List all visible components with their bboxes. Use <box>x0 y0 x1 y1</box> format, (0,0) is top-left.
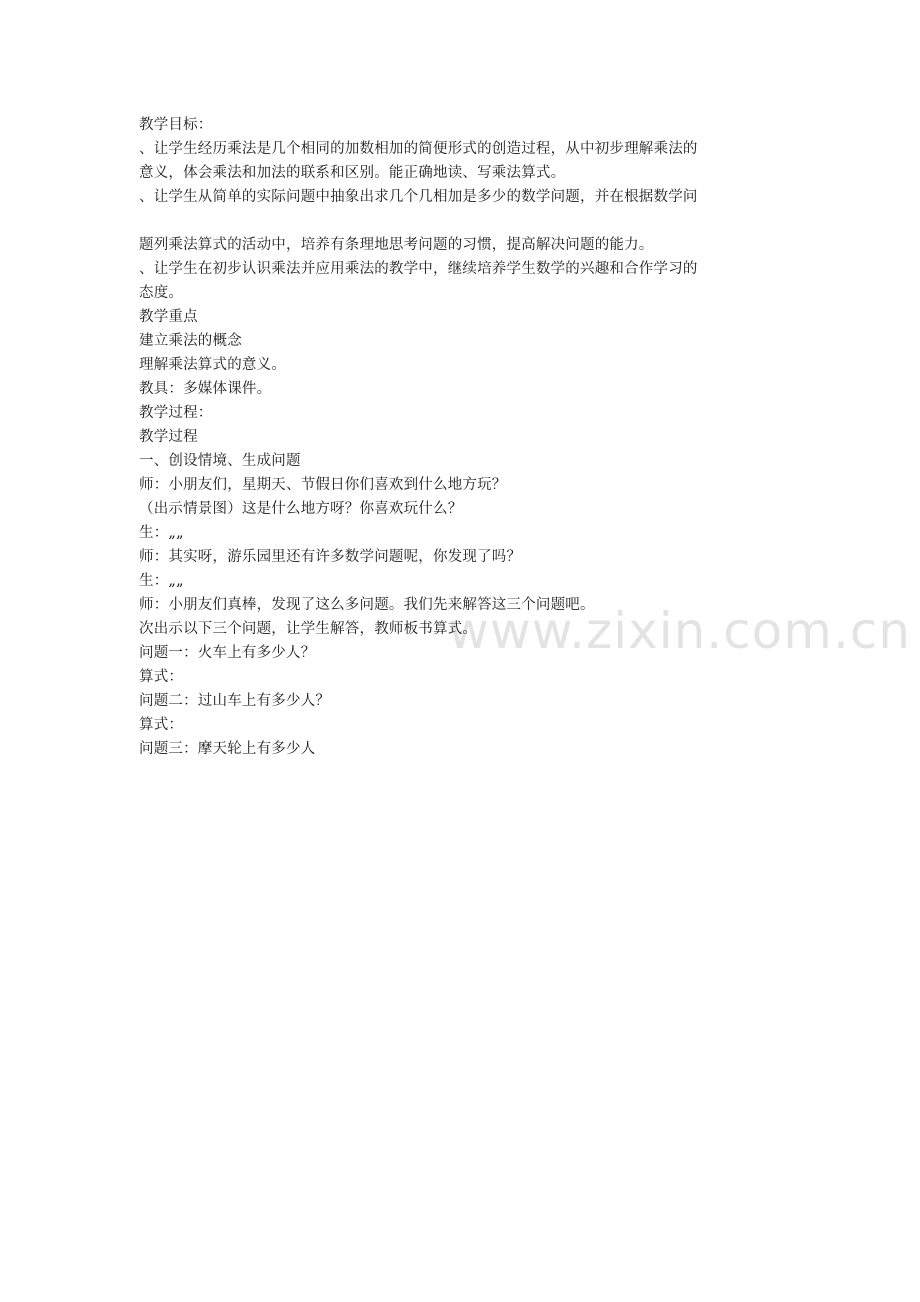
text-line: 意义，体会乘法和加法的联系和区别。能正确地读、写乘法算式。 <box>139 165 566 181</box>
text-line: 态度。 <box>139 285 184 301</box>
document-body <box>139 113 769 761</box>
text-line: 生：„„ <box>139 525 184 541</box>
text-line: 理解乘法算式的意义。 <box>139 357 286 373</box>
watermark: www.zixin.com.cn <box>448 602 912 660</box>
text-line: 师：其实呀，游乐园里还有许多数学问题呢，你发现了吗？ <box>139 549 522 565</box>
text-line: 教具：多媒体课件。 <box>139 381 272 397</box>
blank-line <box>139 209 769 233</box>
text-line: 师：小朋友们真棒，发现了这么多问题。我们先来解答这三个问题吧。 <box>139 597 595 613</box>
text-line: 生：„„ <box>139 573 184 589</box>
text-line: （出示情景图）这是什么地方呀？你喜欢玩什么？ <box>139 501 463 517</box>
text-line: 算式： <box>139 717 184 733</box>
text-line: 题列乘法算式的活动中，培养有条理地思考问题的习惯，提高解决问题的能力。 <box>139 237 654 253</box>
text-line: 教学目标： <box>139 117 213 133</box>
text-line: 建立乘法的概念 <box>139 333 242 349</box>
text-line: 问题二：过山车上有多少人？ <box>139 693 331 709</box>
text-line: 教学重点 <box>139 309 198 325</box>
text-line: 次出示以下三个问题，让学生解答，教师板书算式。 <box>139 621 478 637</box>
text-line: 、让学生从简单的实际问题中抽象出求几个几相加是多少的数学问题，并在根据数学问 <box>139 189 698 205</box>
text-line: 师：小朋友们，星期天、节假日你们喜欢到什么地方玩？ <box>139 477 507 493</box>
text-line: 、让学生经历乘法是几个相同的加数相加的简便形式的创造过程，从中初步理解乘法的 <box>139 141 698 157</box>
text-line: 、让学生在初步认识乘法并应用乘法的教学中，继续培养学生数学的兴趣和合作学习的 <box>139 261 698 277</box>
text-line: 教学过程： <box>139 405 213 421</box>
text-line: 问题三：摩天轮上有多少人 <box>139 741 316 757</box>
text-line: 教学过程 <box>139 429 198 445</box>
text-line: 问题一：火车上有多少人？ <box>139 645 316 661</box>
text-line: 一、创设情境、生成问题 <box>139 453 301 469</box>
text-line: 算式： <box>139 669 184 685</box>
